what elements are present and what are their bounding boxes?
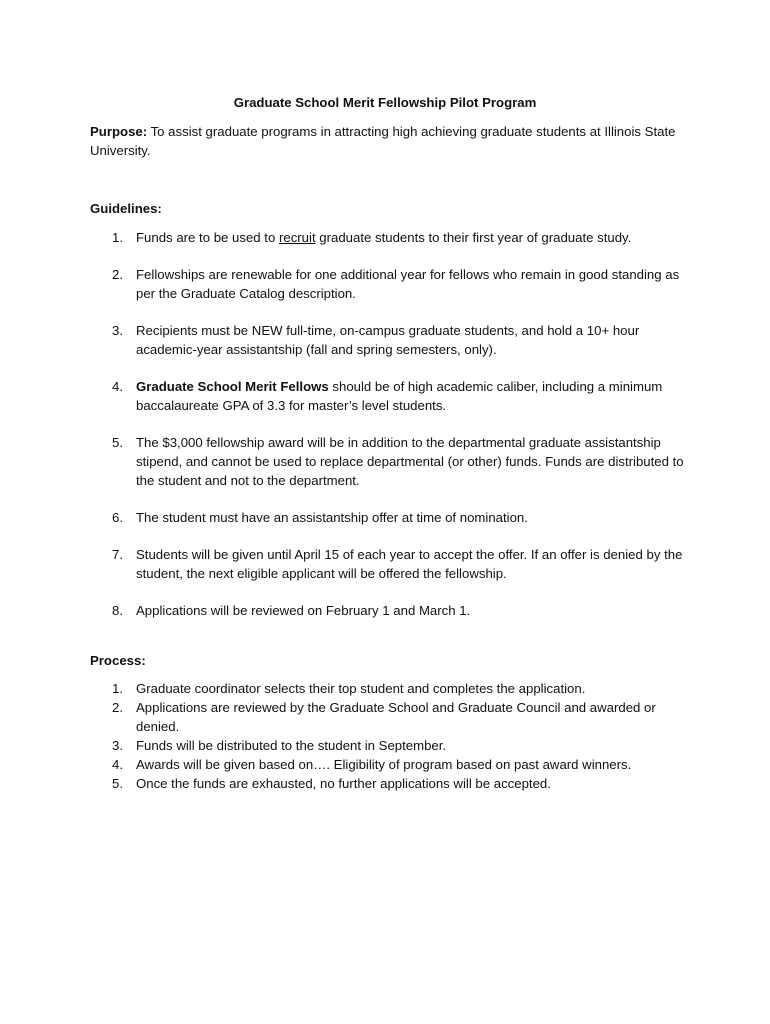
item-text: The student must have an assistantship offer at time of nomination. xyxy=(136,510,528,525)
item-text: The $3,000 fellowship award will be in addition to the departmental graduate assistantship stipend, and cannot be used to replace departmental (or other) funds. Funds are distributed to the student and not to the department. xyxy=(136,435,684,488)
item-number: 4. xyxy=(112,379,123,394)
item-number: 6. xyxy=(112,510,123,525)
process-item xyxy=(112,736,692,755)
guidelines-list xyxy=(112,228,692,638)
item-text: Students will be given until April 15 of each year to accept the offer. If an offer is denied by the student, the next eligible applicant will be offered the fellowship. xyxy=(136,547,683,581)
process-item xyxy=(112,698,692,736)
purpose-paragraph xyxy=(90,122,690,160)
process-item xyxy=(112,774,692,793)
document-title: Graduate School Merit Fellowship Pilot Program xyxy=(233,95,537,110)
guideline-item xyxy=(112,321,692,359)
bold-phrase: Graduate School Merit Fellows xyxy=(136,379,329,394)
item-number: 1. xyxy=(112,230,123,245)
purpose-text: To assist graduate programs in attracting high achieving graduate students at Illinois State University. xyxy=(90,124,676,158)
item-text: Graduate coordinator selects their top student and completes the application. xyxy=(136,681,586,696)
underlined-word: recruit xyxy=(278,230,316,245)
item-text: Applications are reviewed by the Graduate School and Graduate Council and awarded or denied. xyxy=(136,700,656,734)
item-number: 8. xyxy=(112,603,123,618)
item-number: 5. xyxy=(112,435,123,450)
guideline-item xyxy=(112,601,692,620)
process-heading: Process: xyxy=(90,653,146,668)
guideline-item xyxy=(112,265,692,303)
item-number: 2. xyxy=(112,267,123,282)
item-number: 3. xyxy=(112,738,123,753)
item-text: Awards will be given based on…. Eligibility of program based on past award winners. xyxy=(136,757,632,772)
guideline-item: 1. Funds are to be used to recruit graduate students to their first year of graduate study. xyxy=(112,230,632,245)
guideline-item xyxy=(112,508,692,527)
item-number: 4. xyxy=(112,757,123,772)
item-number: 1. xyxy=(112,681,123,696)
item-number: 2. xyxy=(112,700,123,715)
guideline-item xyxy=(112,433,692,490)
process-list xyxy=(112,679,692,793)
item-number: 3. xyxy=(112,323,123,338)
item-text: Recipients must be NEW full-time, on-campus graduate students, and hold a 10+ hour academic-year assistantship (fall and spring semesters, only). xyxy=(136,323,640,357)
guideline-item: 4. Graduate School Merit Fellows should be of high academic caliber, including a minimum baccalaureate GPA of 3.3 for master’s level students. xyxy=(112,379,663,413)
purpose-label: Purpose: xyxy=(90,124,148,139)
guideline-item xyxy=(112,545,692,583)
item-text: Once the funds are exhausted, no further applications will be accepted. xyxy=(136,776,551,791)
item-text: Funds will be distributed to the student in September. xyxy=(136,738,447,753)
process-item xyxy=(112,679,692,698)
item-text: Applications will be reviewed on February 1 and March 1. xyxy=(136,603,471,618)
item-text: Fellowships are renewable for one additional year for fellows who remain in good standing as per the Graduate Catalog description. xyxy=(136,267,680,301)
item-number: 7. xyxy=(112,547,123,562)
process-item xyxy=(112,755,692,774)
item-number: 5. xyxy=(112,776,123,791)
guidelines-heading: Guidelines: xyxy=(90,201,162,216)
